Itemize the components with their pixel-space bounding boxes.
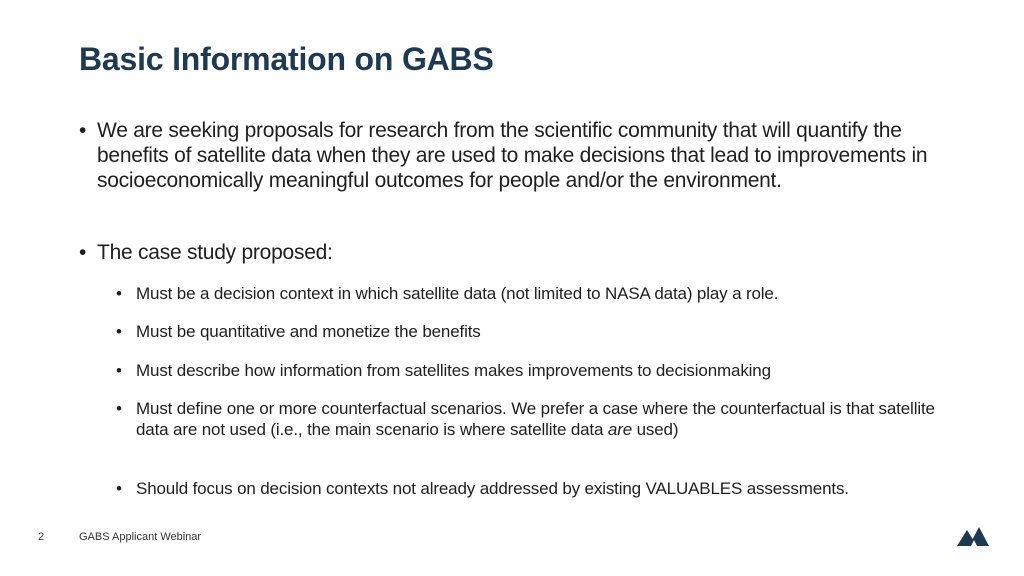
sub-bullet-text-after: used) [632,419,679,439]
sub-bullet-decision-context [116,284,956,305]
bullet-text: The case study proposed: [97,241,333,264]
sub-bullet-marker: • [116,284,122,303]
sub-bullet-improvements [116,361,956,382]
slide-title: Basic Information on GABS [79,41,494,77]
bullet-proposals [79,118,959,193]
sub-bullet-text: Should focus on decision contexts not already addressed by existing VALUABLES assessments. [136,479,849,498]
footer-page-number: 2 [38,531,45,543]
bullet-marker: • [79,241,87,264]
footer-text: GABS Applicant Webinar [79,531,202,543]
logo-right-peak [969,527,989,546]
sub-bullet-marker: • [116,399,122,418]
bullet-marker: • [79,119,87,142]
sub-bullet-text: Must be a decision context in which satellite data (not limited to NASA data) play a role. [136,284,779,303]
sub-bullet-marker: • [116,361,122,380]
sub-bullet-valuables [116,479,956,500]
bullet-text: We are seeking proposals for research from the scientific community that will quantify the benefits of satellite data when they are used to make decisions that lead to improvements in socioeconomically meaningful outcomes for people and/or the environment. [97,119,928,192]
sub-bullet-text: Must be quantitative and monetize the benefits [136,322,481,341]
bullet-case-study [79,240,959,265]
sub-bullet-text: Must describe how information from satellites makes improvements to decisionmaking [136,361,771,380]
sub-bullet-counterfactual [116,399,956,440]
sub-bullet-emphasis: are [607,419,633,439]
sub-bullet-marker: • [116,322,122,341]
sub-bullet-quantitative [116,322,956,343]
mountain-logo-icon [957,524,989,546]
sub-bullet-text-before: Must define one or more counterfactual scenarios. We prefer a case where the counterfactual is that satellite data are not used (i.e., the main scenario is where satellite data [136,399,935,439]
sub-bullet-marker: • [116,479,122,498]
sub-bullet-text [136,399,956,440]
